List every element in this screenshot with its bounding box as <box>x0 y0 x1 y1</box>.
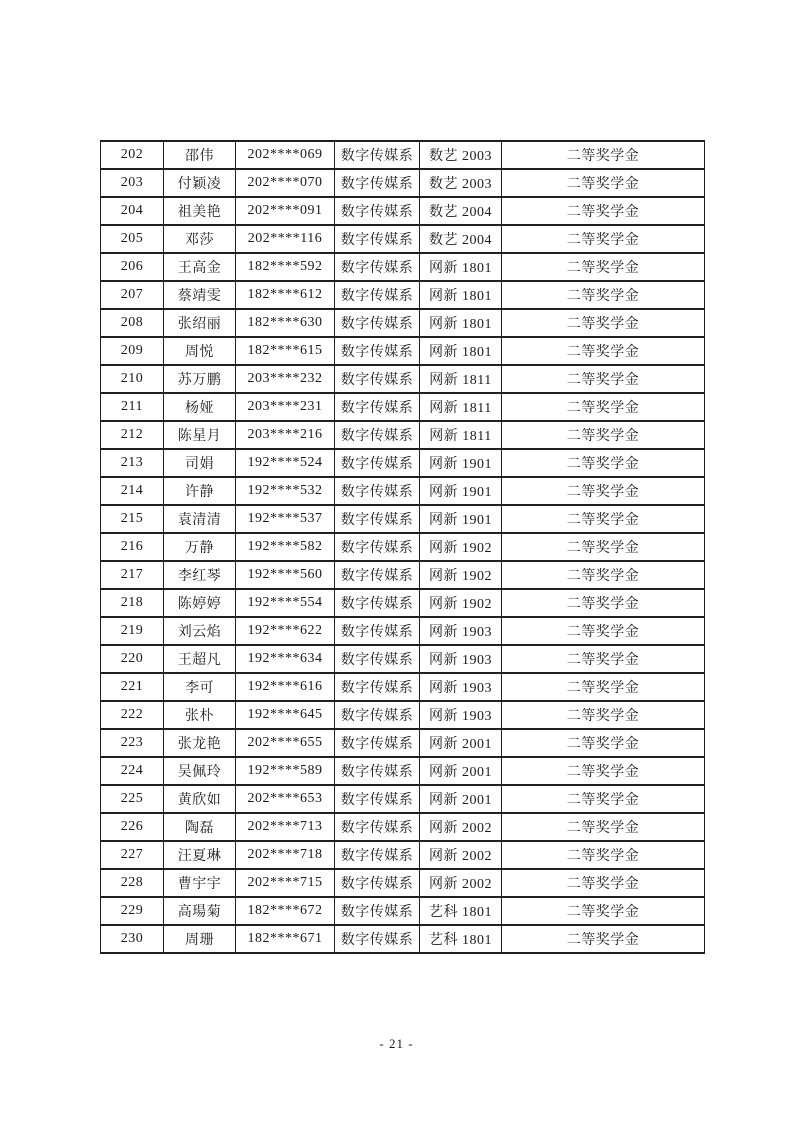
cell-department: 数字传媒系 <box>335 729 420 757</box>
cell-name: 黄欣如 <box>164 785 236 813</box>
cell-award: 二等奖学金 <box>502 673 705 701</box>
cell-class: 网新 2002 <box>420 813 502 841</box>
cell-student-id: 182****671 <box>236 925 335 953</box>
cell-award: 二等奖学金 <box>502 505 705 533</box>
cell-name: 蔡靖雯 <box>164 281 236 309</box>
cell-department: 数字传媒系 <box>335 365 420 393</box>
cell-index: 215 <box>101 505 164 533</box>
cell-index: 205 <box>101 225 164 253</box>
cell-department: 数字传媒系 <box>335 337 420 365</box>
cell-class: 网新 1901 <box>420 477 502 505</box>
cell-student-id: 182****672 <box>236 897 335 925</box>
cell-student-id: 182****612 <box>236 281 335 309</box>
cell-student-id: 182****592 <box>236 253 335 281</box>
cell-student-id: 192****582 <box>236 533 335 561</box>
cell-index: 216 <box>101 533 164 561</box>
table-row <box>101 365 705 393</box>
cell-department: 数字传媒系 <box>335 813 420 841</box>
table-row <box>101 449 705 477</box>
cell-department: 数字传媒系 <box>335 533 420 561</box>
cell-student-id: 203****231 <box>236 393 335 421</box>
cell-class: 网新 2001 <box>420 785 502 813</box>
table-row <box>101 925 705 953</box>
cell-award: 二等奖学金 <box>502 169 705 197</box>
cell-index: 206 <box>101 253 164 281</box>
cell-student-id: 192****645 <box>236 701 335 729</box>
cell-name: 李可 <box>164 673 236 701</box>
cell-class: 网新 2001 <box>420 729 502 757</box>
cell-award: 二等奖学金 <box>502 645 705 673</box>
cell-department: 数字传媒系 <box>335 421 420 449</box>
cell-class: 网新 1811 <box>420 365 502 393</box>
cell-name: 张朴 <box>164 701 236 729</box>
cell-index: 225 <box>101 785 164 813</box>
cell-department: 数字传媒系 <box>335 393 420 421</box>
table-row <box>101 757 705 785</box>
table-row <box>101 701 705 729</box>
table-row <box>101 505 705 533</box>
cell-class: 网新 1811 <box>420 393 502 421</box>
cell-index: 210 <box>101 365 164 393</box>
table-row <box>101 393 705 421</box>
cell-award: 二等奖学金 <box>502 589 705 617</box>
cell-name: 刘云焰 <box>164 617 236 645</box>
cell-award: 二等奖学金 <box>502 869 705 897</box>
table-row <box>101 561 705 589</box>
cell-name: 邓莎 <box>164 225 236 253</box>
cell-award: 二等奖学金 <box>502 785 705 813</box>
cell-class: 网新 1902 <box>420 589 502 617</box>
cell-name: 张龙艳 <box>164 729 236 757</box>
table-row <box>101 337 705 365</box>
cell-name: 李红琴 <box>164 561 236 589</box>
table-row <box>101 281 705 309</box>
cell-award: 二等奖学金 <box>502 309 705 337</box>
cell-index: 219 <box>101 617 164 645</box>
cell-student-id: 202****070 <box>236 169 335 197</box>
cell-index: 222 <box>101 701 164 729</box>
cell-index: 226 <box>101 813 164 841</box>
table-row <box>101 617 705 645</box>
cell-name: 曹宇宇 <box>164 869 236 897</box>
cell-award: 二等奖学金 <box>502 365 705 393</box>
cell-name: 高瑒菊 <box>164 897 236 925</box>
cell-class: 网新 1902 <box>420 561 502 589</box>
table-row <box>101 169 705 197</box>
cell-name: 邵伟 <box>164 141 236 169</box>
cell-class: 艺科 1801 <box>420 925 502 953</box>
cell-student-id: 192****537 <box>236 505 335 533</box>
table-row <box>101 729 705 757</box>
cell-class: 网新 2001 <box>420 757 502 785</box>
cell-student-id: 203****216 <box>236 421 335 449</box>
cell-class: 网新 1801 <box>420 253 502 281</box>
cell-index: 218 <box>101 589 164 617</box>
cell-award: 二等奖学金 <box>502 617 705 645</box>
cell-award: 二等奖学金 <box>502 253 705 281</box>
cell-name: 杨娅 <box>164 393 236 421</box>
cell-student-id: 192****622 <box>236 617 335 645</box>
cell-index: 227 <box>101 841 164 869</box>
cell-student-id: 192****589 <box>236 757 335 785</box>
cell-name: 许静 <box>164 477 236 505</box>
cell-award: 二等奖学金 <box>502 729 705 757</box>
cell-student-id: 202****116 <box>236 225 335 253</box>
cell-student-id: 202****713 <box>236 813 335 841</box>
table-row <box>101 477 705 505</box>
cell-name: 司娟 <box>164 449 236 477</box>
cell-department: 数字传媒系 <box>335 757 420 785</box>
cell-department: 数字传媒系 <box>335 645 420 673</box>
cell-department: 数字传媒系 <box>335 589 420 617</box>
cell-department: 数字传媒系 <box>335 253 420 281</box>
cell-department: 数字传媒系 <box>335 505 420 533</box>
cell-award: 二等奖学金 <box>502 757 705 785</box>
table-row <box>101 141 705 169</box>
cell-name: 周珊 <box>164 925 236 953</box>
cell-class: 网新 2002 <box>420 841 502 869</box>
cell-index: 214 <box>101 477 164 505</box>
cell-index: 209 <box>101 337 164 365</box>
cell-index: 207 <box>101 281 164 309</box>
cell-class: 网新 1903 <box>420 617 502 645</box>
cell-index: 202 <box>101 141 164 169</box>
cell-student-id: 202****718 <box>236 841 335 869</box>
cell-department: 数字传媒系 <box>335 617 420 645</box>
cell-department: 数字传媒系 <box>335 169 420 197</box>
cell-department: 数字传媒系 <box>335 785 420 813</box>
cell-class: 网新 1903 <box>420 701 502 729</box>
cell-award: 二等奖学金 <box>502 897 705 925</box>
cell-index: 223 <box>101 729 164 757</box>
cell-index: 228 <box>101 869 164 897</box>
cell-index: 221 <box>101 673 164 701</box>
cell-student-id: 202****069 <box>236 141 335 169</box>
cell-award: 二等奖学金 <box>502 225 705 253</box>
cell-index: 212 <box>101 421 164 449</box>
cell-index: 217 <box>101 561 164 589</box>
cell-index: 229 <box>101 897 164 925</box>
cell-index: 220 <box>101 645 164 673</box>
table-row <box>101 225 705 253</box>
cell-award: 二等奖学金 <box>502 701 705 729</box>
cell-department: 数字传媒系 <box>335 673 420 701</box>
cell-department: 数字传媒系 <box>335 281 420 309</box>
table-row <box>101 533 705 561</box>
cell-name: 周悦 <box>164 337 236 365</box>
cell-name: 苏万鹏 <box>164 365 236 393</box>
table-row <box>101 309 705 337</box>
cell-name: 王超凡 <box>164 645 236 673</box>
cell-name: 汪夏琳 <box>164 841 236 869</box>
cell-department: 数字传媒系 <box>335 869 420 897</box>
cell-department: 数字传媒系 <box>335 561 420 589</box>
cell-department: 数字传媒系 <box>335 897 420 925</box>
cell-department: 数字传媒系 <box>335 477 420 505</box>
cell-student-id: 192****616 <box>236 673 335 701</box>
cell-name: 万静 <box>164 533 236 561</box>
cell-name: 陶磊 <box>164 813 236 841</box>
cell-name: 祖美艳 <box>164 197 236 225</box>
cell-department: 数字传媒系 <box>335 225 420 253</box>
cell-student-id: 202****715 <box>236 869 335 897</box>
cell-class: 网新 1801 <box>420 337 502 365</box>
cell-name: 陈星月 <box>164 421 236 449</box>
cell-name: 袁清清 <box>164 505 236 533</box>
scholarship-table <box>100 140 705 954</box>
cell-award: 二等奖学金 <box>502 393 705 421</box>
cell-award: 二等奖学金 <box>502 477 705 505</box>
cell-award: 二等奖学金 <box>502 141 705 169</box>
cell-award: 二等奖学金 <box>502 337 705 365</box>
table-row <box>101 197 705 225</box>
cell-class: 数艺 2003 <box>420 141 502 169</box>
cell-student-id: 192****554 <box>236 589 335 617</box>
table-row <box>101 813 705 841</box>
table-row <box>101 869 705 897</box>
cell-index: 203 <box>101 169 164 197</box>
cell-index: 204 <box>101 197 164 225</box>
cell-student-id: 192****524 <box>236 449 335 477</box>
cell-class: 网新 2002 <box>420 869 502 897</box>
table-row <box>101 421 705 449</box>
cell-class: 网新 1801 <box>420 309 502 337</box>
cell-student-id: 192****532 <box>236 477 335 505</box>
cell-student-id: 203****232 <box>236 365 335 393</box>
cell-award: 二等奖学金 <box>502 281 705 309</box>
cell-award: 二等奖学金 <box>502 841 705 869</box>
cell-name: 付颖凌 <box>164 169 236 197</box>
table-row <box>101 897 705 925</box>
cell-department: 数字传媒系 <box>335 701 420 729</box>
cell-award: 二等奖学金 <box>502 533 705 561</box>
cell-award: 二等奖学金 <box>502 813 705 841</box>
cell-award: 二等奖学金 <box>502 561 705 589</box>
cell-department: 数字传媒系 <box>335 309 420 337</box>
cell-name: 陈婷婷 <box>164 589 236 617</box>
cell-index: 224 <box>101 757 164 785</box>
cell-class: 网新 1902 <box>420 533 502 561</box>
cell-department: 数字传媒系 <box>335 841 420 869</box>
cell-award: 二等奖学金 <box>502 449 705 477</box>
cell-student-id: 182****615 <box>236 337 335 365</box>
cell-class: 数艺 2004 <box>420 197 502 225</box>
cell-name: 王高金 <box>164 253 236 281</box>
cell-index: 230 <box>101 925 164 953</box>
cell-student-id: 202****653 <box>236 785 335 813</box>
cell-award: 二等奖学金 <box>502 421 705 449</box>
cell-student-id: 202****655 <box>236 729 335 757</box>
cell-class: 网新 1901 <box>420 449 502 477</box>
cell-class: 艺科 1801 <box>420 897 502 925</box>
cell-student-id: 192****560 <box>236 561 335 589</box>
cell-index: 208 <box>101 309 164 337</box>
cell-student-id: 202****091 <box>236 197 335 225</box>
table-row <box>101 589 705 617</box>
table-row <box>101 253 705 281</box>
cell-index: 211 <box>101 393 164 421</box>
cell-student-id: 192****634 <box>236 645 335 673</box>
table-row <box>101 785 705 813</box>
cell-class: 网新 1903 <box>420 673 502 701</box>
cell-student-id: 182****630 <box>236 309 335 337</box>
cell-class: 网新 1801 <box>420 281 502 309</box>
cell-department: 数字传媒系 <box>335 197 420 225</box>
cell-index: 213 <box>101 449 164 477</box>
cell-name: 张绍丽 <box>164 309 236 337</box>
table-row <box>101 645 705 673</box>
cell-class: 网新 1901 <box>420 505 502 533</box>
cell-department: 数字传媒系 <box>335 449 420 477</box>
cell-department: 数字传媒系 <box>335 925 420 953</box>
cell-class: 网新 1811 <box>420 421 502 449</box>
cell-class: 数艺 2004 <box>420 225 502 253</box>
table-row <box>101 673 705 701</box>
cell-department: 数字传媒系 <box>335 141 420 169</box>
cell-award: 二等奖学金 <box>502 925 705 953</box>
page-number: - 21 - <box>379 1036 414 1051</box>
table-row <box>101 841 705 869</box>
cell-award: 二等奖学金 <box>502 197 705 225</box>
cell-class: 数艺 2003 <box>420 169 502 197</box>
cell-name: 吴佩玲 <box>164 757 236 785</box>
cell-class: 网新 1903 <box>420 645 502 673</box>
